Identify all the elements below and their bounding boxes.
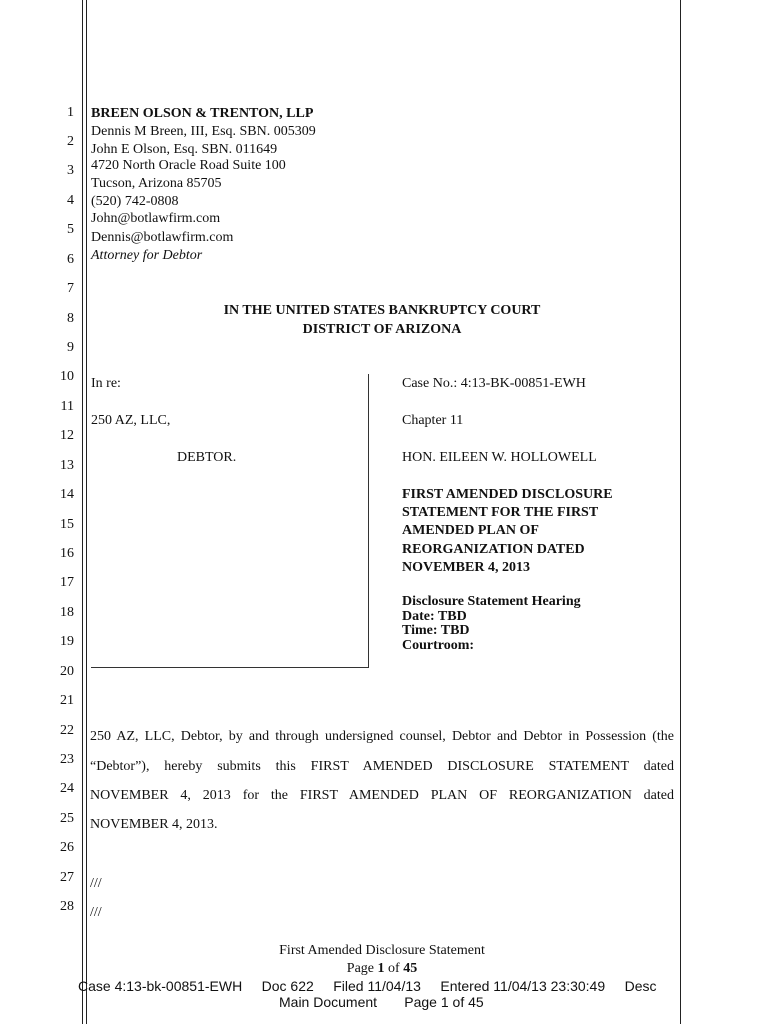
- body-text-line: 250 AZ, LLC, Debtor, by and through undersigned counsel, Debtor and Debtor in Possession (the: [90, 729, 674, 744]
- ecf-stamp-line: Case 4:13-bk-00851-EWH Doc 622 Filed 11/04/13 Entered 11/04/13 23:30:49 Desc: [78, 978, 657, 994]
- footer-page-number: 1: [377, 961, 385, 976]
- line-number: 10: [60, 369, 74, 384]
- caption-bottom-rule: [91, 667, 369, 668]
- line-number: 12: [60, 428, 74, 443]
- line-number: 2: [67, 134, 74, 149]
- footer-page: [90, 960, 674, 977]
- court-heading: IN THE UNITED STATES BANKRUPTCY COURT: [223, 303, 541, 318]
- footer-page-of: of: [384, 961, 404, 976]
- document-title-line: STATEMENT FOR THE FIRST: [402, 505, 599, 520]
- line-number: 5: [67, 222, 74, 237]
- footer-page-total: 45: [403, 961, 418, 976]
- caption-in-re: In re:: [91, 376, 121, 391]
- line-number: 28: [60, 899, 74, 914]
- line-number: 21: [60, 693, 74, 708]
- ecf-stamp-page: Main Document Page 1 of 45: [279, 994, 484, 1010]
- document-title-line: FIRST AMENDED DISCLOSURE: [402, 487, 613, 502]
- hearing-line: Courtroom:: [402, 638, 475, 653]
- document-title-line: REORGANIZATION DATED: [402, 542, 585, 557]
- line-number: 13: [60, 458, 74, 473]
- footer-page-prefix: Page: [346, 961, 378, 976]
- document-title-line: NOVEMBER 4, 2013: [402, 560, 530, 575]
- right-margin-rule: [680, 0, 681, 1024]
- case-number: Case No.: 4:13-BK-00851-EWH: [402, 376, 586, 391]
- line-number: 27: [60, 870, 74, 885]
- line-number: 22: [60, 723, 74, 738]
- chapter: Chapter 11: [402, 413, 464, 428]
- footer-title: First Amended Disclosure Statement: [279, 943, 485, 958]
- body-text-line: NOVEMBER 4, 2013 for the FIRST AMENDED PLAN OF REORGANIZATION dated: [90, 788, 674, 803]
- left-margin-rule-inner: [86, 0, 87, 1024]
- line-number: 1: [67, 105, 74, 120]
- line-number: 14: [60, 487, 74, 502]
- caption-debtor-label: DEBTOR.: [177, 450, 237, 465]
- line-number: 23: [60, 752, 74, 767]
- firm-line: (520) 742-0808: [91, 194, 179, 209]
- line-number: 26: [60, 840, 74, 855]
- line-number: 9: [67, 340, 74, 355]
- judge-name: HON. EILEEN W. HOLLOWELL: [402, 450, 597, 465]
- firm-email-link[interactable]: John@botlawfirm.com: [91, 211, 221, 226]
- court-district: DISTRICT OF ARIZONA: [302, 322, 462, 337]
- line-number: 25: [60, 811, 74, 826]
- line-number: 11: [60, 399, 74, 414]
- hearing-line: Date: TBD: [402, 609, 467, 624]
- hearing-line: Disclosure Statement Hearing: [402, 594, 581, 609]
- continuation-mark: ///: [90, 905, 102, 920]
- line-number: 8: [67, 311, 74, 326]
- line-number: 24: [60, 781, 74, 796]
- continuation-mark: ///: [90, 876, 102, 891]
- firm-line: Tucson, Arizona 85705: [91, 176, 222, 191]
- line-number: 6: [67, 252, 74, 267]
- body-text-line: NOVEMBER 4, 2013.: [90, 817, 218, 832]
- line-number: 19: [60, 634, 74, 649]
- attorney-role: Attorney for Debtor: [91, 248, 203, 263]
- document-title-line: AMENDED PLAN OF: [402, 523, 539, 538]
- caption-vertical-rule: [368, 374, 369, 668]
- firm-email-link[interactable]: Dennis@botlawfirm.com: [91, 230, 234, 245]
- line-number: 4: [67, 193, 74, 208]
- line-number: 15: [60, 517, 74, 532]
- line-number: 16: [60, 546, 74, 561]
- caption-debtor-name: 250 AZ, LLC,: [91, 413, 171, 428]
- firm-name: BREEN OLSON & TRENTON, LLP: [91, 106, 314, 121]
- line-number: 20: [60, 664, 74, 679]
- firm-line: 4720 North Oracle Road Suite 100: [91, 158, 286, 173]
- firm-line: Dennis M Breen, III, Esq. SBN. 005309: [91, 124, 316, 139]
- line-number: 3: [67, 163, 74, 178]
- left-margin-rule-outer: [82, 0, 83, 1024]
- line-number: 7: [67, 281, 74, 296]
- line-number: 18: [60, 605, 74, 620]
- hearing-line: Time: TBD: [402, 623, 470, 638]
- firm-line: John E Olson, Esq. SBN. 011649: [91, 142, 278, 157]
- body-text-line: “Debtor”), hereby submits this FIRST AMENDED DISCLOSURE STATEMENT dated: [90, 759, 674, 774]
- line-number: 17: [60, 575, 74, 590]
